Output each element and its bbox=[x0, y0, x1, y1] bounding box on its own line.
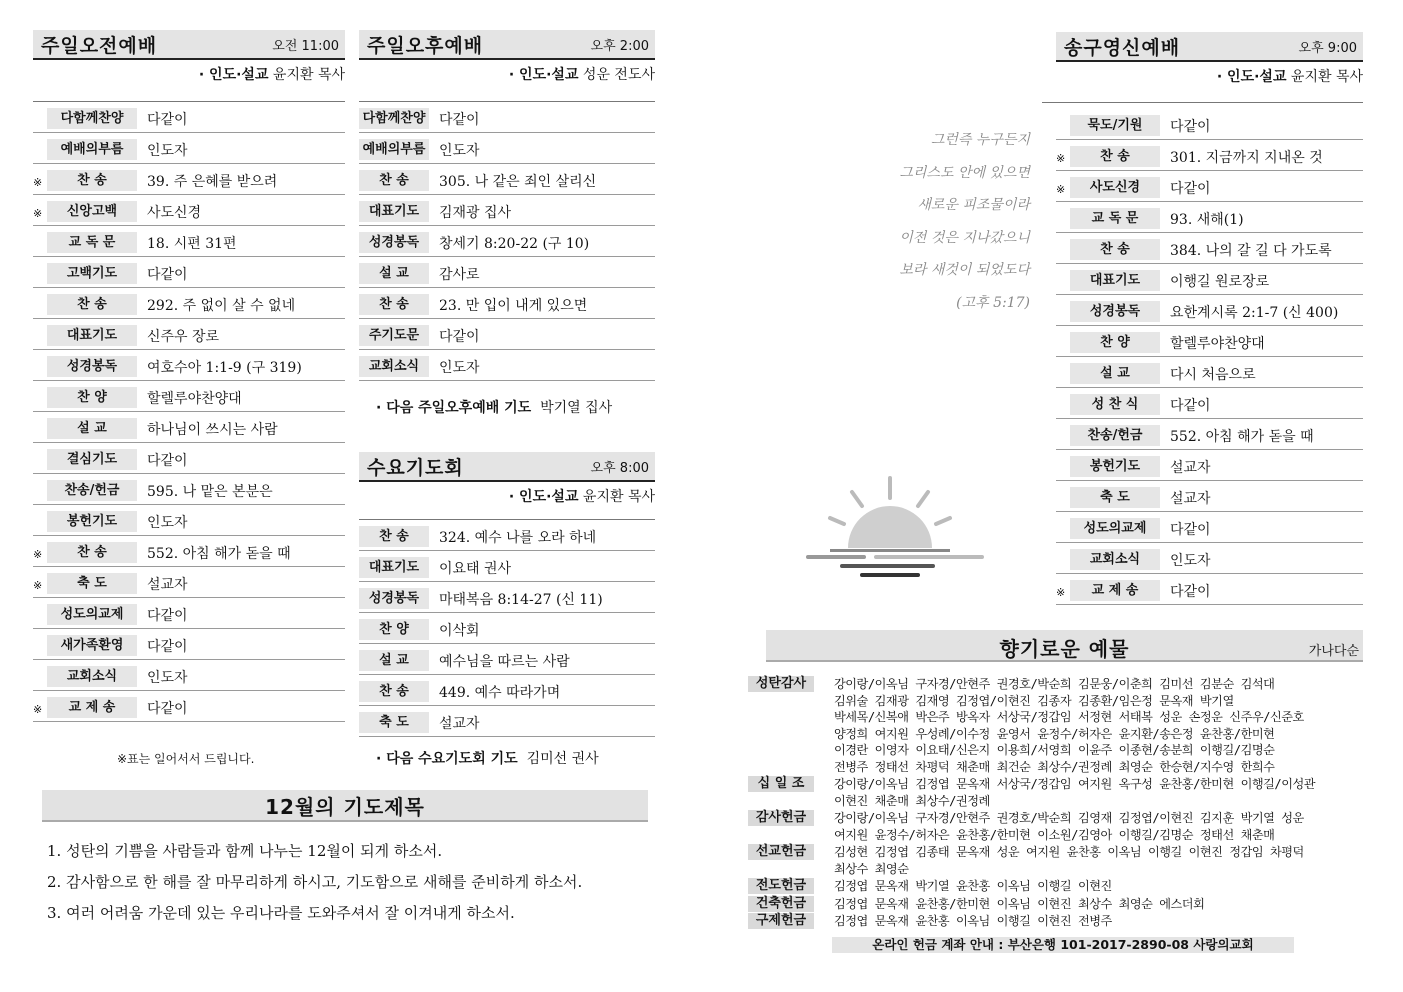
order-value: 39. 주 은혜를 받으려 bbox=[147, 174, 278, 190]
order-label: 대표기도 bbox=[359, 201, 429, 222]
order-label: 교회소식 bbox=[1070, 549, 1160, 570]
order-value: 하나님이 쓰시는 사람 bbox=[147, 422, 278, 438]
offering-label: 십 일 조 bbox=[748, 776, 814, 792]
order-label: 신앙고백 bbox=[47, 201, 137, 222]
afternoon-order-list bbox=[359, 101, 655, 381]
order-row bbox=[33, 164, 345, 195]
order-value: 23. 만 입이 내게 있으면 bbox=[439, 298, 588, 314]
order-label: 찬 양 bbox=[47, 387, 137, 408]
order-label: 대표기도 bbox=[1070, 270, 1160, 291]
order-row bbox=[1056, 419, 1363, 450]
order-label: 고백기도 bbox=[47, 263, 137, 284]
order-row bbox=[1056, 450, 1363, 481]
order-label: 성경봉독 bbox=[1070, 301, 1160, 322]
order-row bbox=[33, 629, 345, 660]
offering-label: 감사헌금 bbox=[748, 810, 814, 826]
afternoon-time: 오후 2:00 bbox=[590, 38, 649, 54]
order-value: 다같이 bbox=[439, 112, 480, 128]
order-label: 축 도 bbox=[1070, 487, 1160, 508]
order-row bbox=[1056, 543, 1363, 574]
order-label: 예배의부름 bbox=[47, 139, 137, 160]
order-label: 찬 송 bbox=[359, 526, 429, 547]
order-label: 교회소식 bbox=[47, 666, 137, 687]
order-label: 교 제 송 bbox=[1070, 580, 1160, 601]
order-row bbox=[359, 288, 655, 319]
order-label: 설 교 bbox=[359, 263, 429, 284]
standing-mark: ※ bbox=[1056, 586, 1066, 599]
morning-header bbox=[33, 30, 345, 60]
order-label: 대표기도 bbox=[359, 557, 429, 578]
prayer-title: 12월의 기도제목 bbox=[42, 790, 648, 822]
order-value: 사도신경 bbox=[147, 205, 202, 221]
offering-label: 성탄감사 bbox=[748, 676, 814, 692]
order-row bbox=[33, 226, 345, 257]
offering-title: 향기로운 예물 bbox=[999, 637, 1130, 661]
order-value: 이행길 원로장로 bbox=[1170, 274, 1270, 290]
order-row bbox=[359, 582, 655, 613]
order-label: 찬 송 bbox=[1070, 146, 1160, 167]
order-value: 301. 지금까지 지내온 것 bbox=[1170, 150, 1323, 166]
order-value: 다같이 bbox=[147, 112, 188, 128]
order-value: 신주우 장로 bbox=[147, 329, 220, 345]
order-label: 찬 송 bbox=[359, 681, 429, 702]
order-label: 봉헌기도 bbox=[47, 511, 137, 532]
offering-group bbox=[748, 676, 1304, 775]
order-value: 설교자 bbox=[439, 716, 480, 732]
order-label: 교회소식 bbox=[359, 356, 429, 377]
order-row bbox=[1056, 140, 1363, 171]
order-value: 설교자 bbox=[1170, 491, 1211, 507]
morning-title: 주일오전예배 bbox=[41, 34, 158, 57]
offering-group bbox=[748, 810, 1304, 843]
order-label: 봉헌기도 bbox=[1070, 456, 1160, 477]
order-value: 인도자 bbox=[439, 360, 480, 376]
order-value: 324. 예수 나를 오라 하네 bbox=[439, 530, 597, 546]
prayer-item: 2. 감사함으로 한 해를 잘 마무리하게 하시고, 기도함으로 새해를 준비하게 하소서. bbox=[47, 873, 583, 891]
order-row bbox=[1056, 202, 1363, 233]
order-label: 교 제 송 bbox=[47, 697, 137, 718]
order-row bbox=[33, 474, 345, 505]
offering-names: 김정엽 문옥재 윤찬홍/한미현 이옥님 이현진 최상수 최영순 에스더회 bbox=[834, 896, 1205, 911]
order-row bbox=[1056, 574, 1363, 605]
order-value: 449. 예수 따라가며 bbox=[439, 685, 561, 701]
order-value: 인도자 bbox=[1170, 553, 1211, 569]
order-row bbox=[33, 319, 345, 350]
order-value: 다같이 bbox=[1170, 522, 1211, 538]
order-label: 찬 양 bbox=[1070, 332, 1160, 353]
standing-mark: ※ bbox=[33, 579, 43, 592]
prayer-item: 3. 여러 어려움 가운데 있는 우리나라를 도와주셔서 잘 이겨내게 하소서. bbox=[47, 904, 515, 922]
order-value: 마태복음 8:14-27 (신 11) bbox=[439, 592, 603, 608]
offering-names: 강이랑/이옥님 구자경/안현주 권경호/박순희 김문웅/이춘희 김미선 김분순 김석대 김위술 김재광 김재영 김정엽/이현진 김종자 김종환/임은정 문옥재 박기열 박세목/신복애 박은주 방옥자 서상국/정갑임 서정현 서태복 성운 손정운 신주우/신준호 양정희 여지원 우성례/이수정 윤영서 윤정수/허자은 윤지환/송은정 윤찬홍/한미현 이경란 이영자 이요태/신은지 이용희/서영희 이윤주 이종현/송분희 이행길/김명순 전병주 정태선 차평덕 채춘매 최건순 최상수/권정례 최영순 한승현/지수영 한희수 bbox=[834, 677, 1304, 774]
order-value: 292. 주 없이 살 수 없네 bbox=[147, 298, 296, 314]
offering-group bbox=[748, 878, 1112, 895]
order-value: 다같이 bbox=[147, 639, 188, 655]
order-row bbox=[1056, 233, 1363, 264]
order-row bbox=[33, 443, 345, 474]
order-row bbox=[359, 551, 655, 582]
standing-mark: ※ bbox=[33, 703, 43, 716]
order-row bbox=[1056, 357, 1363, 388]
order-row bbox=[1056, 326, 1363, 357]
order-value: 김재광 집사 bbox=[439, 205, 512, 221]
order-row bbox=[359, 319, 655, 350]
standing-mark: ※ bbox=[33, 176, 43, 189]
afternoon-title: 주일오후예배 bbox=[367, 34, 484, 57]
order-value: 요한계시록 2:1-7 (신 400) bbox=[1170, 305, 1339, 321]
newyear-leader: · 인도·설교 윤지환 목사 bbox=[1216, 69, 1363, 85]
offering-group bbox=[748, 913, 1112, 930]
morning-order-list bbox=[33, 101, 345, 722]
bank-account-info: 온라인 헌금 계좌 안내 : 부산은행 101-2017-2890-08 사랑의교회 bbox=[832, 937, 1294, 953]
order-row bbox=[359, 133, 655, 164]
order-label: 찬송/헌금 bbox=[1070, 425, 1160, 446]
newyear-header bbox=[1056, 32, 1363, 62]
order-row bbox=[33, 195, 345, 226]
order-value: 다시 처음으로 bbox=[1170, 367, 1256, 383]
order-label: 성경봉독 bbox=[47, 356, 137, 377]
order-label: 찬 송 bbox=[47, 542, 137, 563]
order-row bbox=[33, 288, 345, 319]
afternoon-leader: · 인도·설교 성운 전도사 bbox=[508, 67, 655, 83]
order-label: 설 교 bbox=[359, 650, 429, 671]
order-label: 축 도 bbox=[359, 712, 429, 733]
order-value: 설교자 bbox=[147, 577, 188, 593]
order-label: 찬 송 bbox=[359, 294, 429, 315]
order-value: 다같이 bbox=[1170, 398, 1211, 414]
wednesday-next-prayer: · 다음 수요기도회 기도 김미선 권사 bbox=[376, 751, 599, 767]
order-row bbox=[359, 706, 655, 737]
order-value: 감사로 bbox=[439, 267, 480, 283]
order-value: 552. 아침 해가 돋을 때 bbox=[1170, 429, 1314, 445]
order-value: 여호수아 1:1-9 (구 319) bbox=[147, 360, 302, 376]
order-value: 384. 나의 갈 길 다 가도록 bbox=[1170, 243, 1332, 259]
order-label: 다함께찬양 bbox=[359, 108, 429, 129]
order-row bbox=[359, 164, 655, 195]
prayer-item: 1. 성탄의 기쁨을 사람들과 함께 나누는 12월이 되게 하소서. bbox=[47, 842, 443, 860]
order-label: 찬 송 bbox=[1070, 239, 1160, 260]
order-label: 찬 송 bbox=[47, 294, 137, 315]
wednesday-title: 수요기도회 bbox=[367, 456, 464, 479]
order-label: 새가족환영 bbox=[47, 635, 137, 656]
order-label: 찬송/헌금 bbox=[47, 480, 137, 501]
offering-label: 구제헌금 bbox=[748, 913, 814, 929]
order-value: 이삭회 bbox=[439, 623, 480, 639]
wednesday-order-list bbox=[359, 519, 655, 737]
order-row bbox=[359, 257, 655, 288]
wednesday-leader: · 인도·설교 윤지환 목사 bbox=[508, 489, 655, 505]
order-row bbox=[33, 505, 345, 536]
order-value: 552. 아침 해가 돋을 때 bbox=[147, 546, 291, 562]
order-label: 성경봉독 bbox=[359, 232, 429, 253]
order-row bbox=[33, 691, 345, 722]
order-label: 사도신경 bbox=[1070, 177, 1160, 198]
order-value: 305. 나 같은 죄인 살리신 bbox=[439, 174, 597, 190]
offering-header bbox=[766, 630, 1363, 662]
order-row bbox=[33, 660, 345, 691]
offering-names: 김성현 김정엽 김종태 문옥재 성운 여지원 윤찬홍 이옥님 이행길 이현진 정갑임 차평덕 최상수 최영순 bbox=[834, 845, 1304, 876]
order-row bbox=[359, 613, 655, 644]
order-label: 설 교 bbox=[47, 418, 137, 439]
order-label: 성도의교제 bbox=[47, 604, 137, 625]
order-row bbox=[33, 536, 345, 567]
order-row bbox=[33, 412, 345, 443]
offering-group bbox=[748, 776, 1315, 809]
order-label: 성경봉독 bbox=[359, 588, 429, 609]
order-row bbox=[359, 520, 655, 551]
order-value: 설교자 bbox=[1170, 460, 1211, 476]
order-value: 93. 새해(1) bbox=[1170, 212, 1244, 228]
wednesday-time: 오후 8:00 bbox=[590, 460, 649, 476]
newyear-order-list bbox=[1056, 109, 1363, 605]
order-value: 다같이 bbox=[147, 453, 188, 469]
order-label: 성 찬 식 bbox=[1070, 394, 1160, 415]
sunrise-icon bbox=[800, 472, 990, 582]
order-row bbox=[1056, 295, 1363, 326]
order-row bbox=[33, 133, 345, 164]
order-value: 이요태 권사 bbox=[439, 561, 512, 577]
order-label: 결심기도 bbox=[47, 449, 137, 470]
offering-names: 김정엽 문옥재 윤찬홍 이옥님 이행길 이현진 전병주 bbox=[834, 914, 1112, 928]
order-label: 축 도 bbox=[47, 573, 137, 594]
order-label: 다함께찬양 bbox=[47, 108, 137, 129]
order-row bbox=[359, 350, 655, 381]
order-row bbox=[1056, 512, 1363, 543]
order-row bbox=[359, 226, 655, 257]
order-label: 찬 송 bbox=[47, 170, 137, 191]
order-label: 교 독 문 bbox=[1070, 208, 1160, 229]
order-label: 찬 양 bbox=[359, 619, 429, 640]
order-row bbox=[33, 567, 345, 598]
order-label: 주기도문 bbox=[359, 325, 429, 346]
order-row bbox=[33, 381, 345, 412]
order-row bbox=[33, 350, 345, 381]
order-value: 595. 나 맡은 본분은 bbox=[147, 484, 273, 500]
order-value: 다같이 bbox=[147, 267, 188, 283]
offering-label: 건축헌금 bbox=[748, 896, 814, 912]
standing-mark: ※ bbox=[33, 207, 43, 220]
order-label: 묵도/기원 bbox=[1070, 115, 1160, 136]
order-label: 찬 송 bbox=[359, 170, 429, 191]
order-row bbox=[359, 195, 655, 226]
order-label: 대표기도 bbox=[47, 325, 137, 346]
order-row bbox=[1056, 388, 1363, 419]
offering-names: 강이랑/이옥님 구자경/안현주 권경호/박순희 김영재 김정엽/이현진 김지훈 박기열 성운 여지원 윤정수/허자은 윤찬홍/한미현 이소원/김영아 이행길/김명순 정태선 채춘매 bbox=[834, 811, 1304, 842]
order-label: 예배의부름 bbox=[359, 139, 429, 160]
afternoon-header bbox=[359, 30, 655, 60]
order-row bbox=[1056, 481, 1363, 512]
order-value: 예수님을 따르는 사람 bbox=[439, 654, 570, 670]
order-value: 다같이 bbox=[439, 329, 480, 345]
morning-leader: · 인도·설교 윤지환 목사 bbox=[198, 67, 345, 83]
order-value: 할렐루야찬양대 bbox=[1170, 336, 1265, 352]
offering-label: 전도헌금 bbox=[748, 878, 814, 894]
order-label: 교 독 문 bbox=[47, 232, 137, 253]
order-value: 창세기 8:20-22 (구 10) bbox=[439, 236, 590, 252]
order-row bbox=[359, 644, 655, 675]
order-value: 다같이 bbox=[1170, 584, 1211, 600]
order-row bbox=[33, 102, 345, 133]
newyear-title: 송구영신예배 bbox=[1064, 36, 1181, 59]
order-value: 인도자 bbox=[147, 515, 188, 531]
standing-mark: ※ bbox=[33, 548, 43, 561]
morning-footnote: ※표는 일어서서 드립니다. bbox=[117, 752, 255, 766]
order-label: 성도의교제 bbox=[1070, 518, 1160, 539]
order-value: 인도자 bbox=[147, 670, 188, 686]
order-value: 인도자 bbox=[439, 143, 480, 159]
offering-label: 선교헌금 bbox=[748, 844, 814, 860]
order-value: 다같이 bbox=[147, 608, 188, 624]
offering-names: 김정엽 문옥재 박기열 윤찬홍 이옥님 이행길 이현진 bbox=[834, 879, 1112, 893]
afternoon-next-prayer: · 다음 주일오후예배 기도 박기열 집사 bbox=[376, 400, 613, 416]
order-value: 할렐루야찬양대 bbox=[147, 391, 242, 407]
order-row bbox=[359, 102, 655, 133]
standing-mark: ※ bbox=[1056, 183, 1066, 196]
order-value: 다같이 bbox=[1170, 181, 1211, 197]
order-row bbox=[359, 675, 655, 706]
offering-group bbox=[748, 896, 1204, 913]
order-value: 18. 시편 31편 bbox=[147, 236, 237, 252]
order-value: 다같이 bbox=[147, 701, 188, 717]
offering-group bbox=[748, 844, 1304, 877]
standing-mark: ※ bbox=[1056, 152, 1066, 165]
order-row bbox=[33, 257, 345, 288]
bible-verse: 그런즉 누구든지 그리스도 안에 있으면 새로운 피조물이라 이전 것은 지나갔으니 보라 새것이 되었도다 (고후 5:17) bbox=[899, 132, 1030, 311]
order-row bbox=[1056, 171, 1363, 202]
wednesday-header bbox=[359, 452, 655, 482]
order-value: 인도자 bbox=[147, 143, 188, 159]
offering-names: 강이랑/이옥님 김정엽 문옥재 서상국/정갑임 여지원 옥구성 윤찬홍/한미현 이행길/이성관 이현진 채춘매 최상수/권정례 bbox=[834, 777, 1316, 808]
newyear-time: 오후 9:00 bbox=[1298, 40, 1357, 56]
order-row bbox=[33, 598, 345, 629]
offering-order: 가나다순 bbox=[1308, 644, 1359, 659]
morning-time: 오전 11:00 bbox=[272, 38, 339, 54]
newyear-top-rule bbox=[1042, 102, 1363, 103]
order-value: 다같이 bbox=[1170, 119, 1211, 135]
order-row bbox=[1056, 109, 1363, 140]
order-label: 설 교 bbox=[1070, 363, 1160, 384]
order-row bbox=[1056, 264, 1363, 295]
